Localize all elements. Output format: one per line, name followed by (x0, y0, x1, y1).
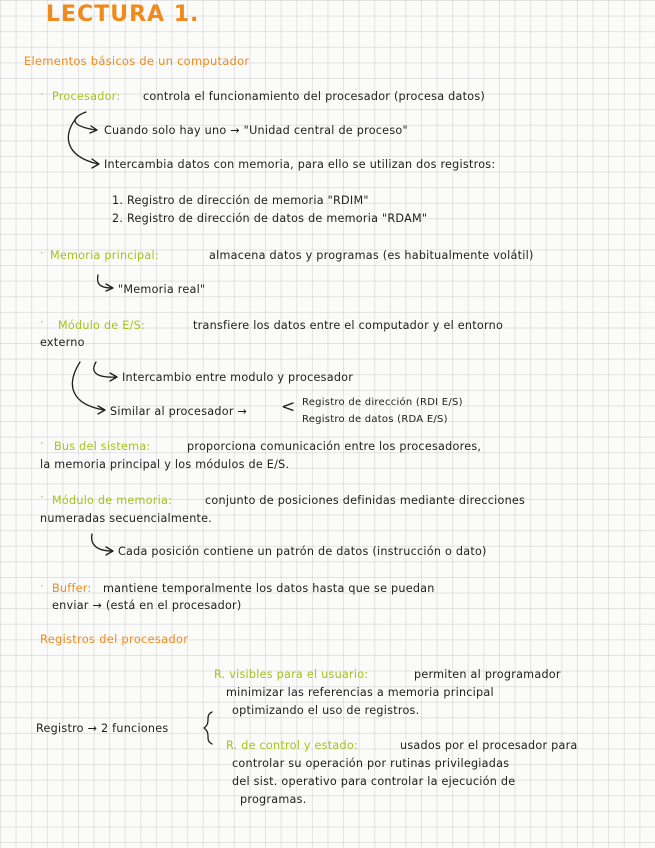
buffer-text2: enviar → (está en el procesador) (52, 599, 242, 612)
control-text1: usados por el procesador para (400, 739, 578, 752)
control-label: R. de control y estado: (226, 739, 358, 752)
registro-main: Registro → 2 funciones (36, 722, 169, 735)
modulo-mem-text2: numeradas secuencialmente. (40, 512, 213, 525)
visibles-text2: minimizar las referencias a memoria principal (226, 686, 494, 699)
curved-arrow-icon (94, 362, 117, 381)
bus-text: proporciona comunicación entre los procesadores, (187, 440, 482, 453)
visibles-label: R. visibles para el usuario: (214, 668, 369, 681)
bus-text2: la memoria principal y los módulos de E/S. (40, 458, 290, 471)
registro-list-item-2: 2. Registro de dirección de datos de memoria "RDAM" (112, 212, 428, 225)
bullet-dot: · (40, 247, 44, 260)
page-title: LECTURA 1. (46, 2, 200, 27)
modulo-mem-sub: Cada posición contiene un patrón de datos (instrucción o dato) (118, 545, 487, 558)
buffer-label: Buffer: (52, 582, 92, 595)
buffer-text: mantiene temporalmente los datos hasta que se puedan (103, 582, 435, 595)
bus-label: Bus del sistema: (54, 440, 151, 453)
control-text3: del sist. operativo para controlar la ejecución de (232, 775, 516, 788)
memoria-text: almacena datos y programas (es habitualmente volátil) (209, 249, 534, 262)
modulo-es-sub1: Intercambio entre modulo y procesador (122, 371, 354, 384)
visibles-text3: optimizando el uso de registros. (232, 704, 420, 717)
modulo-es-text: transfiere los datos entre el computador y el entorno (193, 319, 504, 332)
modulo-es-text2: externo (40, 336, 85, 349)
curved-arrow-icon (75, 112, 97, 133)
bullet-dot: · (40, 491, 44, 504)
procesador-label: Procesador: (52, 90, 121, 103)
curved-arrow-icon (68, 116, 99, 168)
section-heading-elementos: Elementos básicos de un computador (24, 54, 250, 68)
memoria-label: Memoria principal: (50, 249, 159, 262)
procesador-sub2: Intercambia datos con memoria, para ello se utilizan dos registros: (104, 158, 496, 171)
bullet-dot: · (40, 88, 44, 101)
procesador-text: controla el funcionamiento del procesador (procesa datos) (143, 90, 486, 103)
visibles-text1: permiten al programador (414, 668, 561, 681)
modulo-es-reg2: Registro de datos (RDA E/S) (302, 414, 448, 425)
control-text4: programas. (240, 793, 307, 806)
brace-icon (204, 712, 212, 744)
procesador-sub1: Cuando solo hay uno → "Unidad central de proceso" (104, 124, 408, 137)
modulo-es-reg1: Registro de dirección (RDI E/S) (302, 397, 463, 408)
bullet-dot: · (40, 437, 44, 450)
registro-list-item-1: 1. Registro de dirección de memoria "RDIM" (112, 194, 369, 207)
curved-arrow-icon (92, 534, 113, 555)
brace-less-than: < (281, 397, 296, 417)
modulo-es-sub2: Similar al procesador → (110, 405, 248, 418)
section-heading-registros: Registros del procesador (40, 632, 189, 646)
modulo-mem-text: conjunto de posiciones definidas mediante direcciones (205, 494, 526, 507)
curved-arrow-icon (98, 275, 113, 291)
modulo-es-label: Módulo de E/S: (58, 319, 145, 332)
modulo-mem-label: Módulo de memoria: (52, 494, 173, 507)
curved-arrow-icon (72, 362, 105, 414)
memoria-sub: "Memoria real" (118, 283, 206, 296)
control-text2: controlar su operación por rutinas privilegiadas (232, 757, 510, 770)
bullet-dot: · (40, 580, 44, 593)
bullet-dot: · (40, 316, 44, 329)
